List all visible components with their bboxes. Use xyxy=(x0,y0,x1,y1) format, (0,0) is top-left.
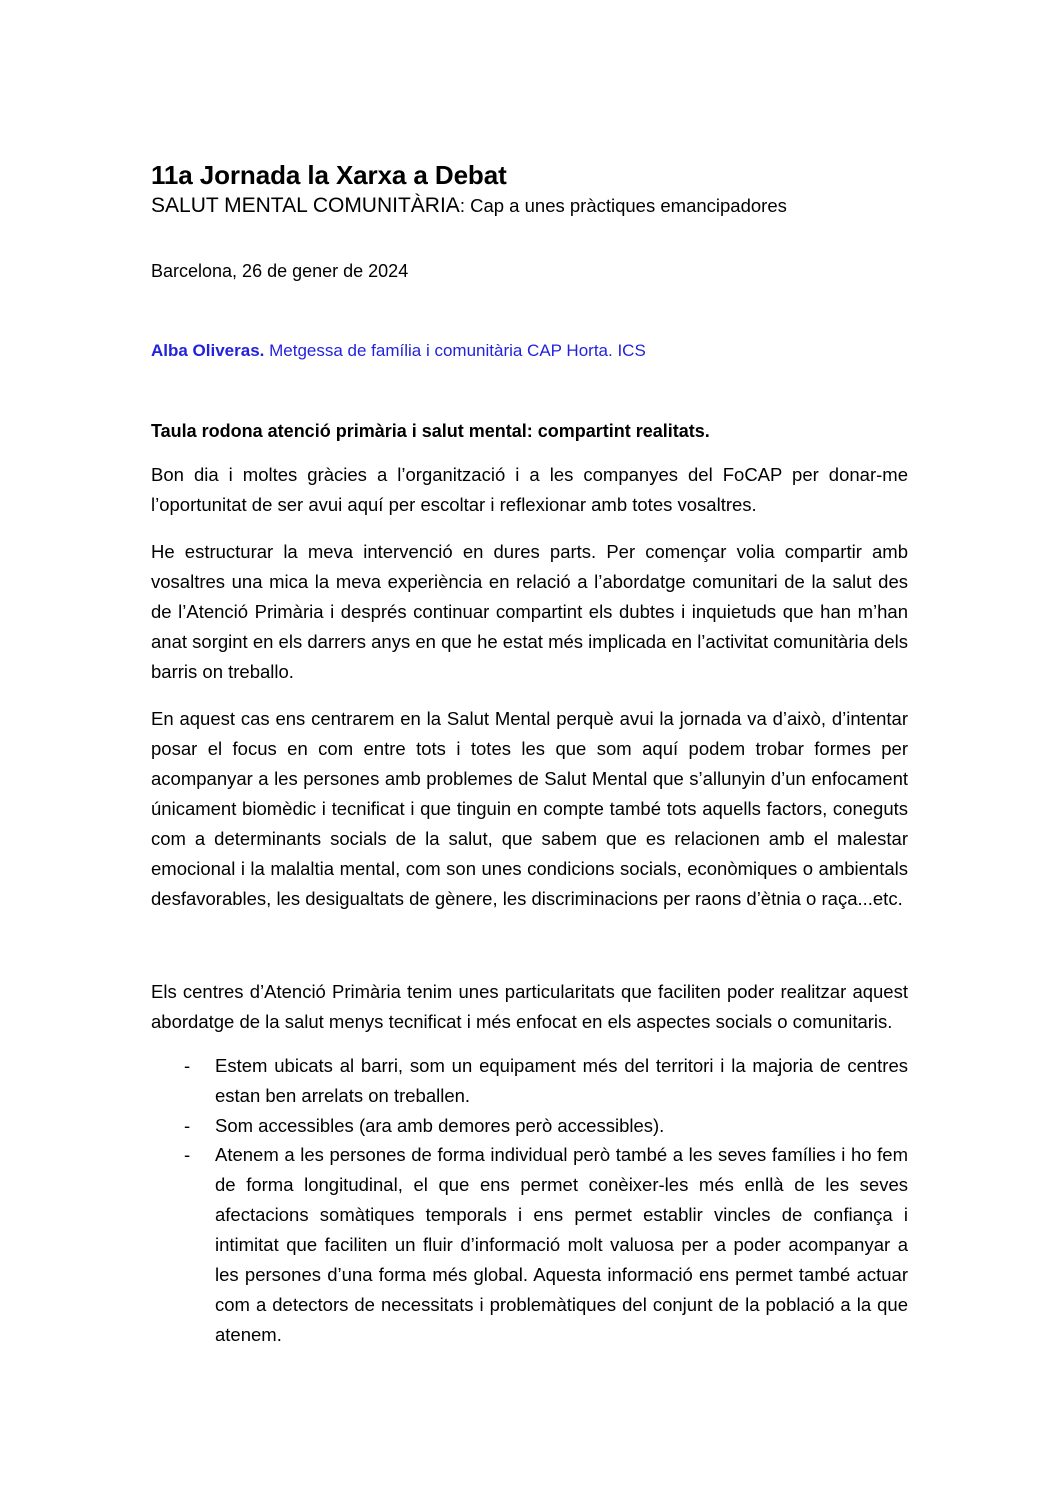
document-content xyxy=(151,160,908,1350)
page-title: 11a Jornada la Xarxa a Debat xyxy=(151,160,507,190)
list-dash-marker: - xyxy=(184,1144,191,1166)
list-dash-marker: - xyxy=(184,1114,191,1136)
body-paragraph-4: Els centres d’Atenció Primària tenim unes particularitats que faciliten poder realitzar aquest abordatge de la salut menys tecnificat i més enfocat en els aspectes socials o comunitaris. xyxy=(151,980,908,1032)
author-line xyxy=(151,340,908,362)
list-item xyxy=(151,1111,908,1141)
subtitle-rest-text: : Cap a unes pràctiques emancipadores xyxy=(459,194,787,216)
document-subtitle xyxy=(151,193,908,219)
list-dash-marker: - xyxy=(184,1054,191,1076)
list-item xyxy=(151,1140,908,1350)
body-paragraph-3: En aquest cas ens centrarem en la Salut Mental perquè avui la jornada va d’això, d’intentar posar el focus en com entre tots i totes les que som aquí podem trobar formes per acompanyar a les persones amb problemes de Salut Mental que s’allunyin d’un enfocament únicament biomèdic i tecnificat i que tinguin en compte també tots aquells factors, coneguts com a determinants socials de la salut, que sabem que es relacionen amb el malestar emocional i la malaltia mental, com son unes condicions socials, econòmiques o ambientals desfavorables, les desigualtats de gènere, les discriminacions per raons d’ètnia o raça...etc. xyxy=(151,707,908,909)
features-list xyxy=(151,1051,908,1351)
list-item-text: Estem ubicats al barri, som un equipament més del territori i la majoria de centres estan ben arrelats on treballen. xyxy=(215,1054,908,1106)
list-item-text: Atenem a les persones de forma individual però també a les seves famílies i ho fem de forma longitudinal, el que ens permet conèixer-les més enllà de les seves afectacions somàtiques temporals i ens permet establir vincles de confiança i intimitat que faciliten un fluir d’informació molt valuosa per a poder acompanyar a les persones d’una forma més global. Aquesta informació ens permet també actuar com a detectors de necessitats i problemàtiques del conjunt de la població a la que atenem. xyxy=(215,1144,908,1346)
body-paragraph-2: He estructurar la meva intervenció en dures parts. Per començar volia compartir amb vosaltres una mica la meva experiència en relació a l’abordatge comunitari de la salut des de l’Atenció Primària i després continuar compartint els dubtes i inquietuds que han m’han anat sorgint en els darrers anys en que he estat més implicada en l’activitat comunitària dels barris on treballo. xyxy=(151,541,908,682)
author-affiliation: Metgessa de família i comunitària CAP Horta. ICS xyxy=(264,340,646,360)
list-item xyxy=(151,1051,908,1111)
place-and-date: Barcelona, 26 de gener de 2024 xyxy=(151,261,409,282)
subtitle-main-text: SALUT MENTAL COMUNITÀRIA xyxy=(151,193,460,217)
list-item-text: Som accessibles (ara amb demores però accessibles). xyxy=(215,1114,665,1136)
section-heading: Taula rodona atenció primària i salut mental: compartint realitats. xyxy=(151,420,710,441)
body-paragraph-1: Bon dia i moltes gràcies a l’organització i a les companyes del FoCAP per donar-me l’oportunitat de ser avui aquí per escoltar i reflexionar amb totes vosaltres. xyxy=(151,464,908,516)
paragraph-spacer xyxy=(151,914,908,960)
author-name: Alba Oliveras. xyxy=(151,340,265,360)
